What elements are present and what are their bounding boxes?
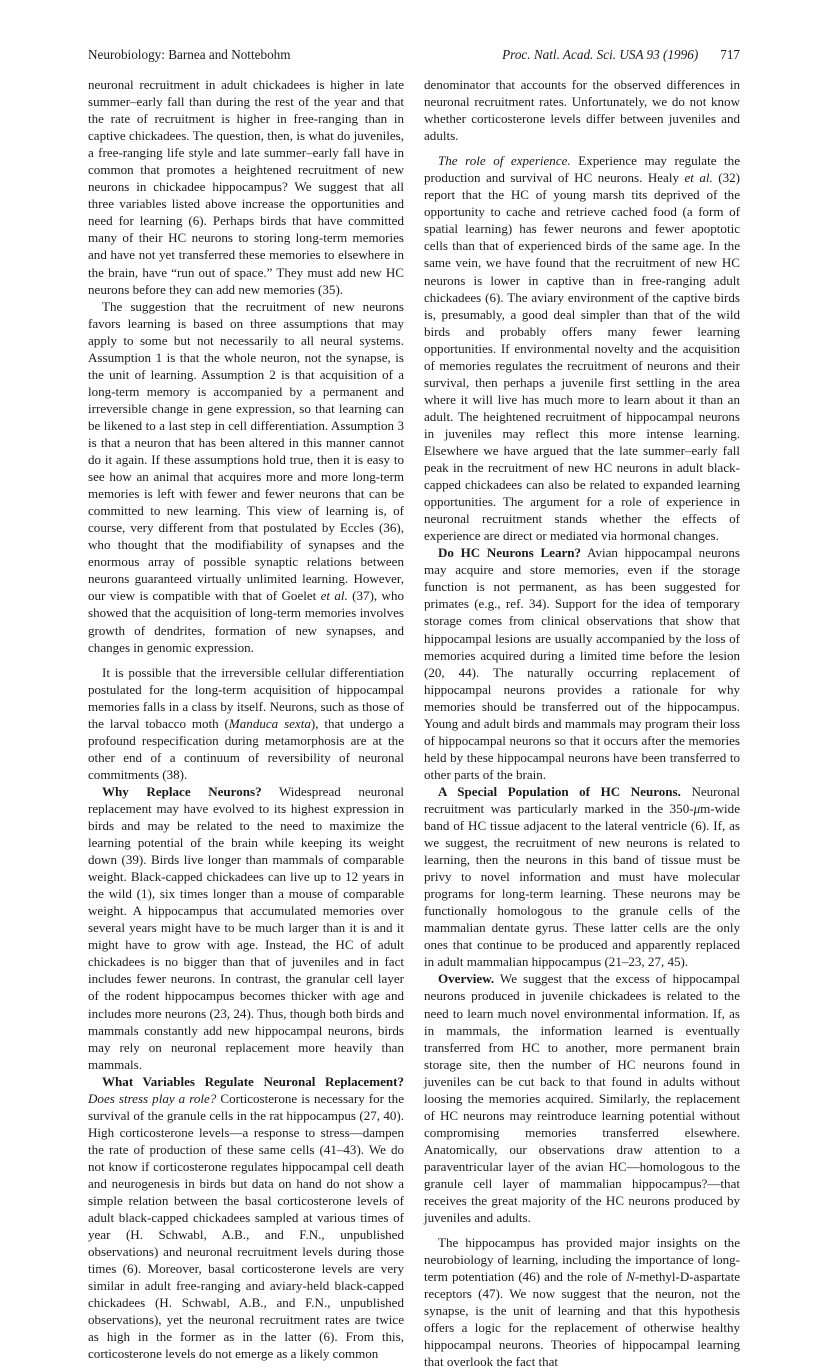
paragraph-differentiation: It is possible that the irreversible cellular differentiation postulated for the long-term acquisition of hippocampal memories falls in a class by itself. Neurons, such as those of the larval tobacco moth (Manduca sexta), that undergo a profound respecification during metamorphosis are at the other end of a continuum of reversibility of neuronal commitments (38). [88,664,404,782]
header-journal-info [502,47,740,63]
header-section-authors: Neurobiology: Barnea and Nottebohm [88,47,291,62]
section-heading: Overview. [438,971,495,987]
section-why-replace-neurons: Why Replace Neurons? Widespread neuronal replacement may have evolved to its highest expression in birds and may be related to the need to maximize the learning potential of the brain while keeping its weight down (39). Birds live longer than mammals of comparable weight. Black-capped chickadees can live up to 12 years in the wild (1), six times longer than a mouse of comparable weight. A hippocampus that accumulated memories over several years might have to be much larger than it is and it might have to grow with age. Instead, the HC of adult chickadees is no bigger than that of juveniles and in fact includes fewer neurons. In contrast, the granular cell layer of the rodent hippocampus becomes thicker with age and includes more neurons (23, 24). Thus, though both birds and mammals constantly add new hippocampal neurons, birds may rely on neuronal replacement more heavily than mammals. [88,783,405,1072]
running-header [88,47,740,67]
page-number: 717 [720,47,740,62]
section-heading: Why Replace Neurons? [102,783,262,799]
left-column [88,76,404,1363]
section-special-population: A Special Population of HC Neurons. Neuronal recruitment was particularly marked in the 350-μm-wide band of HC tissue adjacent to the lateral ventricle (6). If, as we suggest, the recruitment of new neurons is related to learning, then the neurons in this band of tissue must be privy to novel information and must have molecular programs for long-term learning. These neurons may be functionally homologous to the granule cells of the mammalian dentate gyrus. These latter cells are the only ones that continue to be produced and apparently replaced in adult mammalian hippocampus (21–23, 27, 45). [424,783,740,970]
right-column [424,76,740,1371]
paragraph-continuation: denominator that accounts for the observed differences in neuronal recruitment rates. Unfortunately, we do not know whether corticosterone levels differ between juveniles and adults. [424,77,740,144]
section-overview: Overview. We suggest that the excess of hippocampal neurons produced in juvenile chickadees is related to the need to learn much novel environmental information. If, as in mammals, the information learned is eventually transferred from HC to another, more permanent brain storage site, then the number of HC neurons found in juveniles can be cut back to that found in adults without loosing the memories acquired. Similarly, the replacement of HC neurons may reintroduce learning potential without compromising memories transferred elsewhere. Anatomically, our observations draw attention to a paraventricular layer of the avian HC—homologous to the granule cell layer of mammalian hippocampus?—that receives the great majority of the HC neurons produced by juveniles and adults. [424,971,740,1226]
subsection-heading: Does stress play a role? [88,1090,217,1106]
subsection-heading: The role of experience. [438,153,571,169]
header-journal: Proc. Natl. Acad. Sci. USA 93 (1996) [502,47,699,62]
section-role-of-experience: The role of experience. Experience may regulate the production and survival of HC neurons. Healy et al. (32) report that the HC of young marsh tits deprived of the opportunity to cache and retrieve cached food (a form of spatial learning) has fewer neurons and fewer apoptotic cells than that of experienced birds of the same age. In the same vein, we have found that the recruitment of new HC neurons is lower in captive than in free-ranging adult chickadees (6). The aviary environment of the captive birds is, presumably, a good deal simpler than that of the wild birds and probably offers many fewer learning opportunities. If environmental novelty and the acquisition of memories regulates the recruitment of neurons and their survival, then perhaps a juvenile first settling in the area where it will live has much more to learn about it than an adult. The heightened recruitment of hippocampal neurons in juveniles may reflect this more intense learning. Elsewhere we have argued that the late summer–early fall peak in the recruitment of new HC neurons in adult black-capped chickadees can also be related to expanded learning opportunities. The argument for a role of experience in neuronal recruitment stands whether the effects of experience are direct or mediated via hormonal changes. [424,153,741,544]
section-heading: Do HC Neurons Learn? [438,545,582,561]
section-heading: A Special Population of HC Neurons. [438,783,681,799]
section-heading: What Variables Regulate Neuronal Replacement? [102,1073,404,1089]
paragraph-assumptions: The suggestion that the recruitment of new neurons favors learning is based on three assumptions that may apply to some but not necessarily to all neural systems. Assumption 1 is that the whole neuron, not the synapse, is the unit of learning. Assumption 2 is that acquisition of a long-term memory is accompanied by a permanent and irreversible change in gene expression, so that learning can be likened to a last step in cell differentiation. Assumption 3 is that a neuron that has been altered in this manner cannot do it again. If these assumptions hold true, then it is easy to see how an animal that acquires more and more long-term memories is left with fewer and fewer neurons that can be committed to new learning. This view of learning is, of course, very different from that postulated by Eccles (36), who thought that the modifiability of synapses and the enormous array of possible synaptic relations between neurons guaranteed virtually unlimited learning. However, our view is compatible with that of Goelet et al. (37), who showed that the acquisition of long-term memories involves growth of dendrites, formation of new synapses, and changes in genomic expression. [88,298,404,655]
paragraph-continuation: neuronal recruitment in adult chickadees is higher in late summer–early fall than during the rest of the year and that the rate of recruitment is higher in free-ranging than in captive chickadees. The question, then, is what do juveniles, a free-ranging life style and late summer–early fall have in common that promotes a heightened recruitment of new neurons in chickadee hippocampus? We suggest that all three variables listed above increase the opportunities and need for learning (6). Perhaps birds that have committed many of their HC neurons to storing long-term memories and have not yet transferred these memories to elsewhere in the brain, have “run out of space.” They must add new HC neurons before they can add new memories (35). [88,77,404,297]
paragraph-hippocampus-learning: The hippocampus has provided major insights on the neurobiology of learning, including the importance of long-term potentiation (46) and the role of N-methyl-D-aspartate receptors (47). We now suggest that the neuron, not the synapse, is the unit of learning and that this hypothesis offers a logic for the replacement of otherwise healthy hippocampal neurons. Theories of hippocampal learning that overlook the fact that [424,1235,740,1370]
section-do-hc-neurons-learn: Do HC Neurons Learn? Avian hippocampal neurons may acquire and store memories, even if the storage function is not permanent, as has been suggested for primates (e.g., ref. 34). Support for the idea of temporary storage comes from clinical observations that show that hippocampal lesions are usually accompanied by the loss of memories acquired during a limited time before the lesion (20, 44). The naturally occurring replacement of hippocampal neurons provides a rationale for why memories should be transferred out of the hippocampus. Young and adult birds and mammals may program their loss of hippocampal neurons so that it occurs after the memories held by these hippocampal neurons have been transferred to other parts of the brain. [424,545,740,782]
section-what-variables: What Variables Regulate Neuronal Replacement? Does stress play a role? Corticosterone is necessary for the survival of the granule cells in the rat hippocampus (27, 40). High corticosterone levels—a response to stress—dampen the rate of production of these same cells (41–43). We do not know if corticosterone regulates hippocampal cell death and neurogenesis in birds but data on hand do not show a simple relation between the basal corticosterone levels of adult black-capped chickadees sampled at various times of year (H. Schwabl, A.B., and F.N., unpublished observations) and neuronal recruitment levels during those times (6). Moreover, basal corticosterone levels are very similar in adult free-ranging and aviary-held black-capped chickadees (H. Schwabl, A.B., and F.N., unpublished observations), yet the neuronal recruitment rates are twice as high in the former as in the latter (6). From this, corticosterone levels do not emerge as a likely common [88,1073,404,1362]
